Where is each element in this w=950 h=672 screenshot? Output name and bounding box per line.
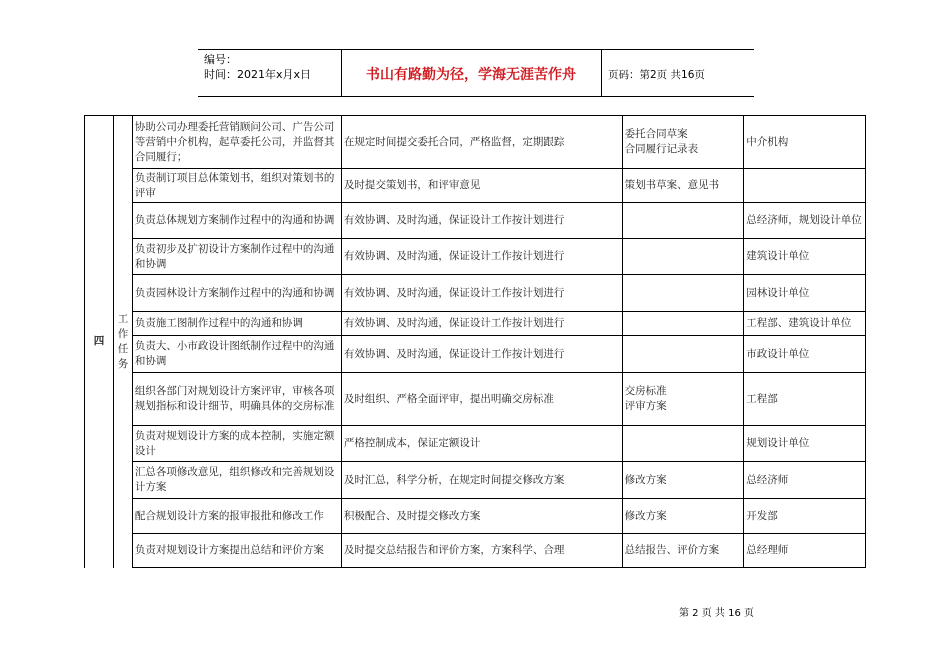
output-cell xyxy=(622,203,744,239)
responsibility-table xyxy=(84,115,866,568)
table-row xyxy=(85,462,866,499)
task-cell: 负责施工图制作过程中的沟通和协调 xyxy=(132,312,341,336)
related-cell: 中介机构 xyxy=(744,116,866,169)
motto: 书山有路勤为径，学海无涯苦作舟 xyxy=(366,67,576,83)
task-cell: 负责园林设计方案制作过程中的沟通和协调 xyxy=(132,275,341,312)
table-row xyxy=(85,373,866,426)
standard-cell: 有效协调、及时沟通，保证设计工作按计划进行 xyxy=(341,312,622,336)
standard-cell: 及时提交总结报告和评价方案，方案科学、合理 xyxy=(341,534,622,568)
header-motto-cell xyxy=(341,50,602,96)
standard-cell: 及时提交策划书，和评审意见 xyxy=(341,169,622,203)
task-cell: 负责大、小市政设计图纸制作过程中的沟通和协调 xyxy=(132,336,341,373)
related-cell: 工程部 xyxy=(744,373,866,426)
category-label: 工作任务 xyxy=(114,116,133,568)
standard-cell: 有效协调、及时沟通，保证设计工作按计划进行 xyxy=(341,275,622,312)
header-meta-cell xyxy=(198,50,342,96)
page-footer: 第 2 页 共 16 页 xyxy=(679,608,754,619)
number-label: 编号： xyxy=(204,53,237,66)
table-row xyxy=(85,169,866,203)
task-cell: 负责初步及扩初设计方案制作过程中的沟通和协调 xyxy=(132,239,341,275)
table-row xyxy=(85,534,866,568)
table-row xyxy=(85,499,866,534)
standard-cell: 及时汇总，科学分析，在规定时间提交修改方案 xyxy=(341,462,622,499)
time-label: 时间：2021年x月x日 xyxy=(204,68,312,81)
standard-cell: 在规定时间提交委托合同，严格监督，定期跟踪 xyxy=(341,116,622,169)
output-cell: 修改方案 xyxy=(622,462,744,499)
table-row xyxy=(85,239,866,275)
related-cell xyxy=(744,169,866,203)
output-cell xyxy=(622,275,744,312)
table-row xyxy=(85,312,866,336)
output-cell: 策划书草案、意见书 xyxy=(622,169,744,203)
output-cell: 修改方案 xyxy=(622,499,744,534)
related-cell: 园林设计单位 xyxy=(744,275,866,312)
task-cell: 组织各部门对规划设计方案评审，审核各项规划指标和设计细节，明确具体的交房标准 xyxy=(132,373,341,426)
task-cell: 负责对规划设计方案的成本控制，实施定额设计 xyxy=(132,426,341,462)
task-cell: 负责制订项目总体策划书，组织对策划书的评审 xyxy=(132,169,341,203)
standard-cell: 有效协调、及时沟通，保证设计工作按计划进行 xyxy=(341,239,622,275)
page-code: 页码：第2页 共16页 xyxy=(608,69,705,81)
related-cell: 工程部、建筑设计单位 xyxy=(744,312,866,336)
standard-cell: 及时组织、严格全面评审，提出明确交房标准 xyxy=(341,373,622,426)
table-row xyxy=(85,336,866,373)
table-row xyxy=(85,426,866,462)
related-cell: 总经济师 xyxy=(744,462,866,499)
standard-cell: 有效协调、及时沟通，保证设计工作按计划进行 xyxy=(341,203,622,239)
document-header xyxy=(198,49,754,97)
task-cell: 汇总各项修改意见，组织修改和完善规划设计方案 xyxy=(132,462,341,499)
task-cell: 配合规划设计方案的报审报批和修改工作 xyxy=(132,499,341,534)
related-cell: 建筑设计单位 xyxy=(744,239,866,275)
header-page-cell xyxy=(602,50,754,96)
output-cell: 总结报告、评价方案 xyxy=(622,534,744,568)
output-cell xyxy=(622,312,744,336)
standard-cell: 严格控制成本，保证定额设计 xyxy=(341,426,622,462)
output-cell xyxy=(622,336,744,373)
related-cell: 规划设计单位 xyxy=(744,426,866,462)
table-row xyxy=(85,203,866,239)
output-cell xyxy=(622,426,744,462)
task-cell: 协助公司办理委托营销顾问公司、广告公司等营销中介机构，起草委托公司，并监督其合同履行； xyxy=(132,116,341,169)
related-cell: 市政设计单位 xyxy=(744,336,866,373)
output-cell: 交房标准 评审方案 xyxy=(622,373,744,426)
task-cell: 负责总体规划方案制作过程中的沟通和协调 xyxy=(132,203,341,239)
table-row xyxy=(85,275,866,312)
section-number: 四 xyxy=(85,116,114,568)
standard-cell: 有效协调、及时沟通，保证设计工作按计划进行 xyxy=(341,336,622,373)
related-cell: 总经济师，规划设计单位 xyxy=(744,203,866,239)
output-cell: 委托合同草案 合同履行记录表 xyxy=(622,116,744,169)
standard-cell: 积极配合、及时提交修改方案 xyxy=(341,499,622,534)
table-row xyxy=(85,116,866,169)
output-cell xyxy=(622,239,744,275)
task-cell: 负责对规划设计方案提出总结和评价方案 xyxy=(132,534,341,568)
related-cell: 开发部 xyxy=(744,499,866,534)
related-cell: 总经理师 xyxy=(744,534,866,568)
